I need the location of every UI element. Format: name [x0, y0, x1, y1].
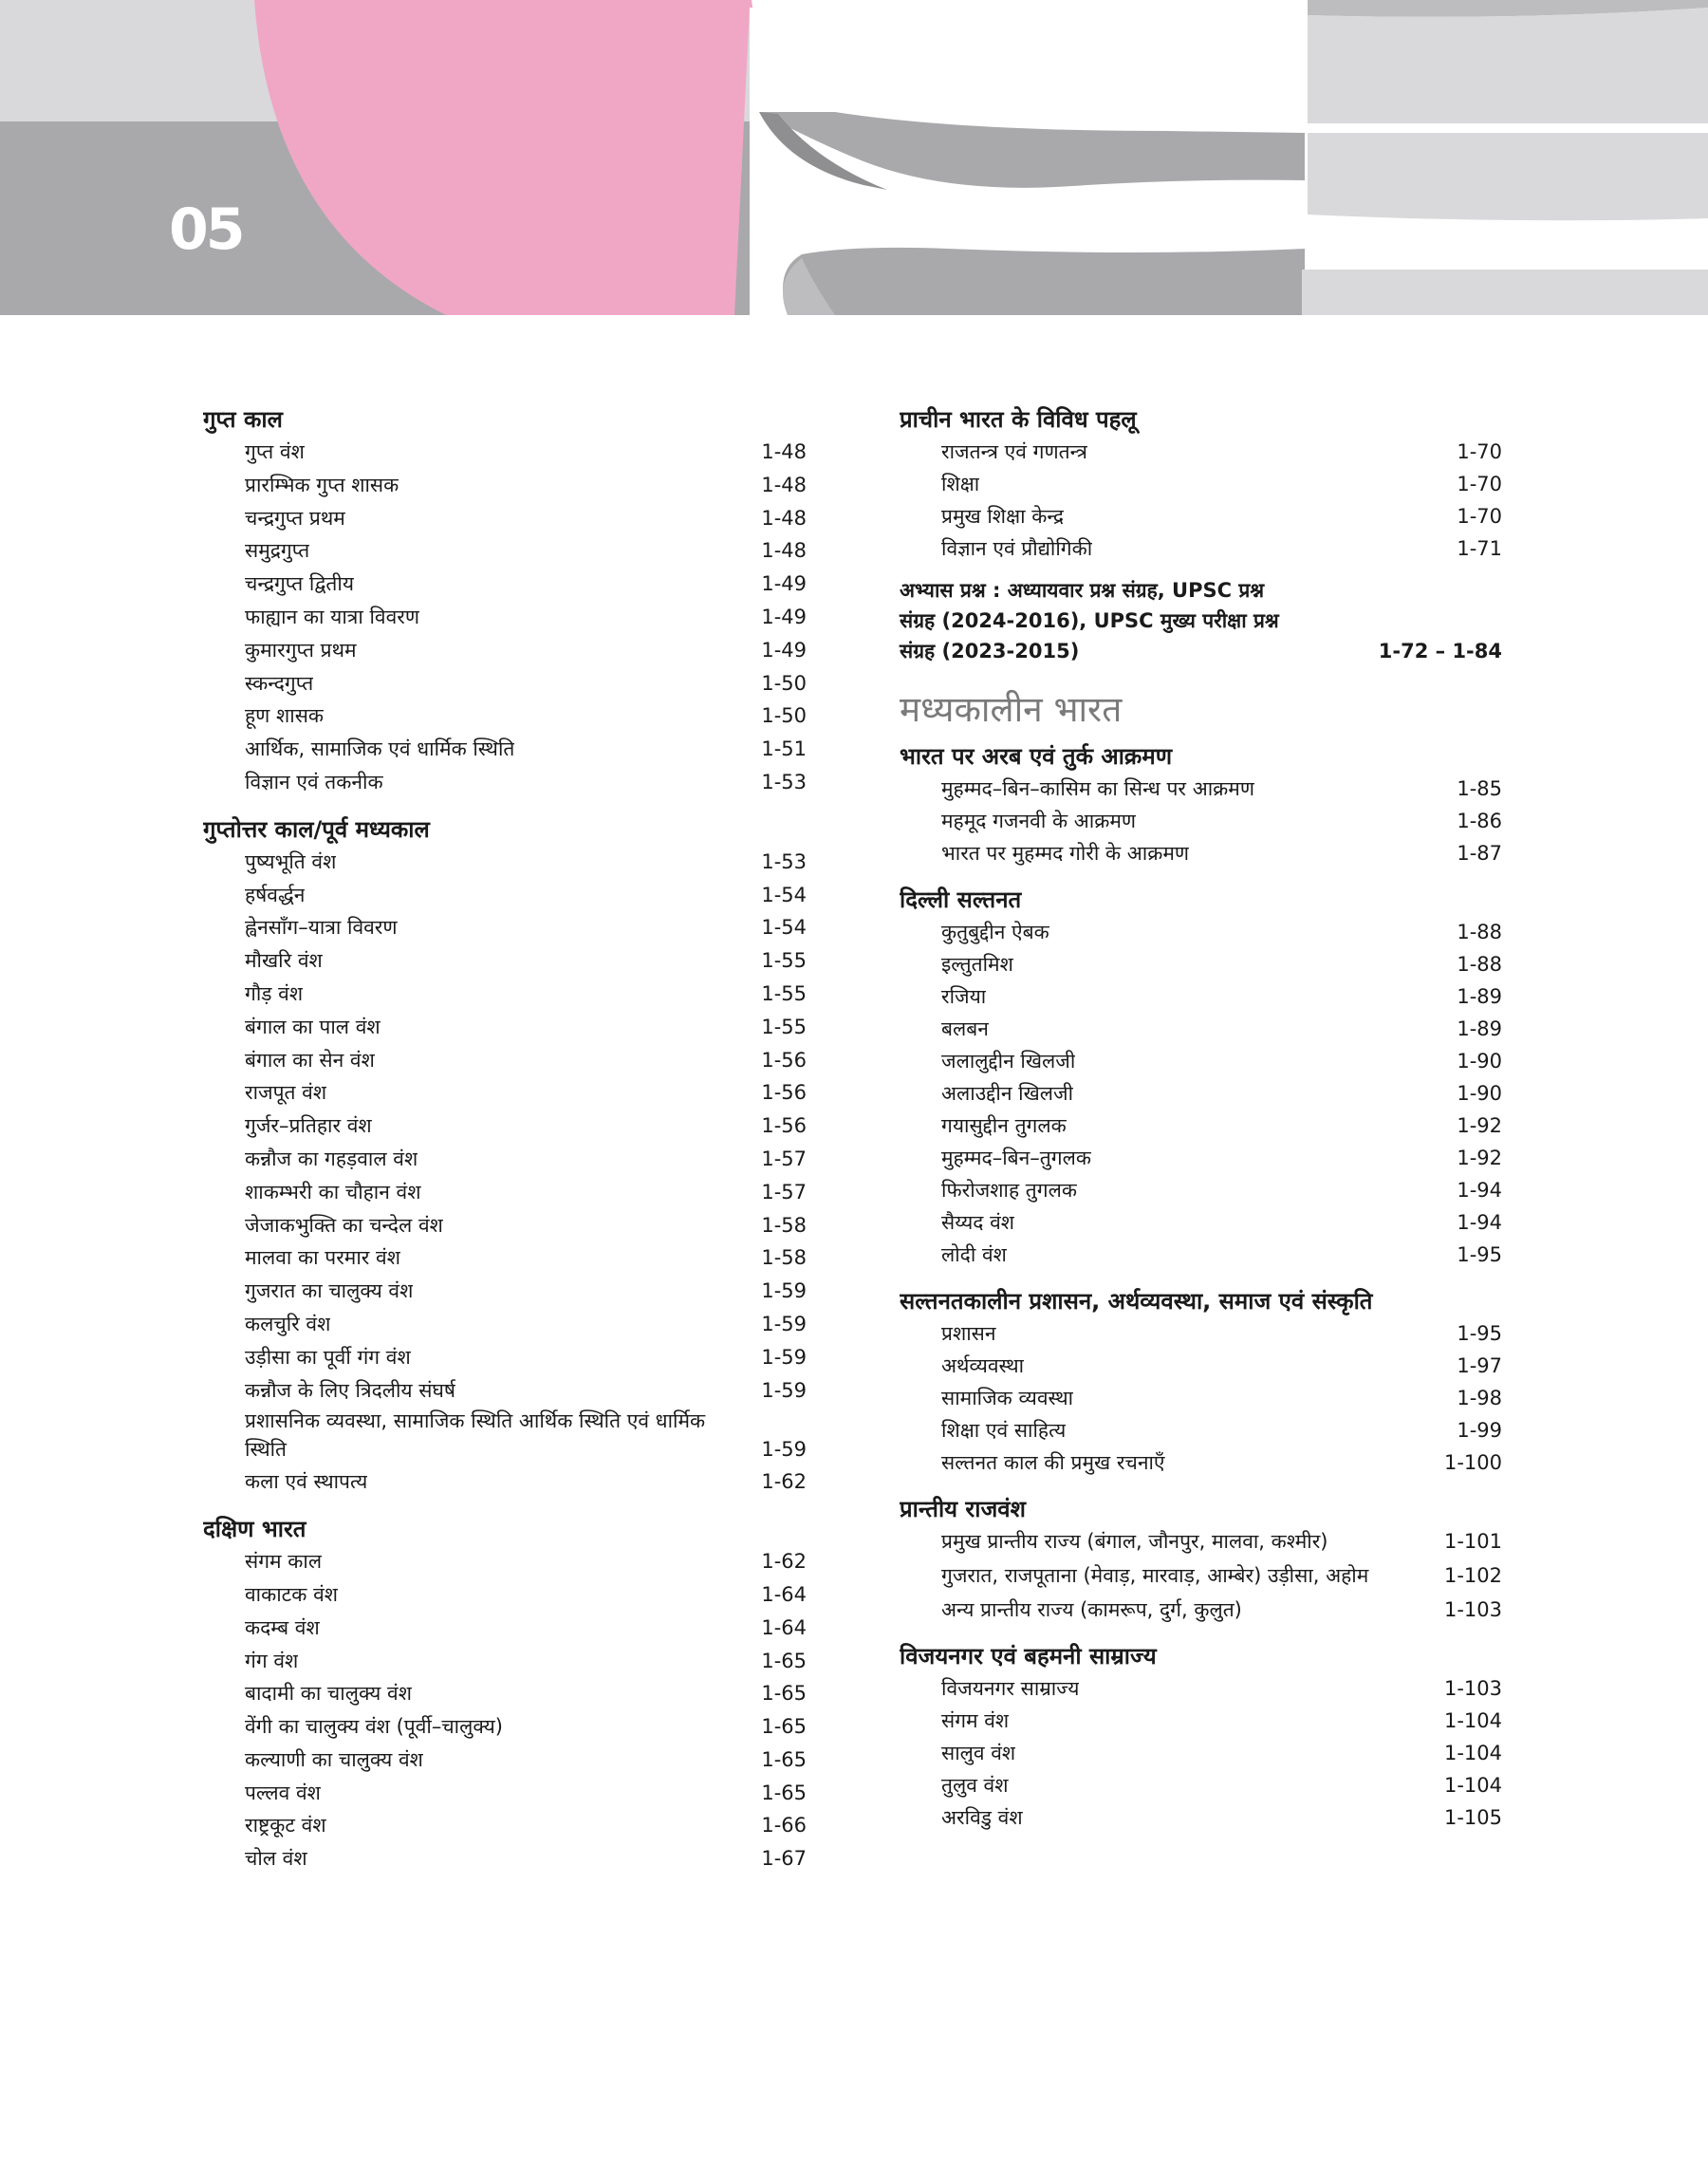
entry-title: मुहम्मद–बिन–तुगलक	[941, 1147, 1091, 1169]
entry-page: 1-56	[761, 1048, 807, 1072]
entry-title: कलचुरि वंश	[245, 1312, 331, 1335]
entry-title: पुष्यभूति वंश	[245, 849, 337, 873]
toc-entry[interactable]	[203, 1308, 807, 1341]
toc-entry[interactable]	[203, 1744, 807, 1777]
toc-section	[900, 1285, 1502, 1479]
entry-title: पल्लव वंश	[245, 1781, 321, 1804]
entry-page: 1-103	[1443, 1598, 1502, 1621]
entry-title: अर्थव्यवस्था	[941, 1354, 1025, 1377]
toc-entry[interactable]	[900, 436, 1502, 468]
entry-title: इल्तुतमिश	[941, 953, 1013, 976]
toc-entry[interactable]	[203, 1341, 807, 1374]
toc-entry[interactable]	[900, 1594, 1502, 1626]
entry-title: कुतुबुद्दीन ऐबक	[941, 921, 1049, 943]
entry-page: 1-95	[1457, 1243, 1502, 1266]
entry-page: 1-99	[1457, 1419, 1502, 1442]
entry-title: कन्नौज के लिए त्रिदलीय संघर्ष	[245, 1378, 456, 1402]
toc-section	[203, 1513, 807, 1875]
entry-page: 1-53	[761, 849, 807, 873]
entry-page: 1-54	[761, 916, 807, 940]
entry-page: 1-100	[1443, 1451, 1502, 1474]
entry-title: कल्याणी का चालुक्य वंश	[245, 1747, 423, 1771]
section-title: दिल्ली सल्तनत	[900, 886, 1022, 913]
toc-entry[interactable]	[900, 948, 1502, 980]
toc-entry[interactable]	[203, 1241, 807, 1275]
entry-page: 1-57	[761, 1180, 807, 1203]
entry-page: 1-70	[1457, 440, 1502, 463]
entry-title: उड़ीसा का पूर्वी गंग वंश	[245, 1345, 411, 1369]
entry-title: प्रशासनिक व्यवस्था, सामाजिक स्थिति आर्थिक स्थिति एवं धार्मिक स्थिति	[245, 1409, 706, 1462]
section-title: गुप्त काल	[203, 406, 283, 433]
entry-title: फिरोजशाह तुगलक	[941, 1179, 1077, 1202]
entry-page: 1-48	[761, 539, 807, 563]
entry-page: 1-64	[761, 1615, 807, 1639]
toc-section	[900, 884, 1502, 1271]
toc-entry[interactable]	[900, 1801, 1502, 1834]
entry-title: गौड़ वंश	[245, 981, 304, 1005]
toc-section	[900, 1493, 1502, 1626]
toc-entry[interactable]	[203, 766, 807, 799]
entry-page: 1-57	[761, 1147, 807, 1170]
entry-title: विज्ञान एवं प्रौद्योगिकी	[941, 537, 1093, 560]
toc-entry[interactable]	[203, 1809, 807, 1842]
entry-page: 1-59	[761, 1378, 807, 1402]
toc-entry[interactable]	[203, 534, 807, 568]
toc-entry[interactable]	[203, 1275, 807, 1308]
entry-page: 1-50	[761, 671, 807, 695]
toc-entry[interactable]	[203, 944, 807, 978]
entry-page: 1-70	[1457, 505, 1502, 528]
entry-page: 1-65	[761, 1649, 807, 1672]
entry-page: 1-55	[761, 1015, 807, 1038]
toc-entry[interactable]	[203, 1777, 807, 1810]
entry-page: 1-104	[1443, 1709, 1502, 1732]
toc-entry[interactable]	[900, 1013, 1502, 1045]
entry-page: 1-59	[761, 1312, 807, 1335]
toc-entry[interactable]	[900, 1446, 1502, 1479]
entry-title: प्रमुख शिक्षा केन्द्र	[941, 505, 1065, 528]
part-heading: मध्यकालीन भारत	[900, 689, 1123, 730]
toc-entry[interactable]	[900, 1525, 1502, 1559]
toc-entry[interactable]	[203, 1677, 807, 1710]
entry-title: कन्नौज का गहड़वाल वंश	[245, 1147, 418, 1170]
toc-entry[interactable]	[203, 846, 807, 879]
entry-page: 1-87	[1457, 842, 1502, 865]
toc-entry[interactable]	[900, 1077, 1502, 1110]
entry-title: चोल वंश	[245, 1847, 307, 1871]
entry-title: गंग वंश	[245, 1649, 299, 1672]
toc-entry[interactable]	[203, 1076, 807, 1110]
entry-title: अभ्यास प्रश्न : अध्यायवार प्रश्न संग्रह, UPSC प्रश्न संग्रह (2024-2016), UPSC मुख्य परीक्षा प्रश्न संग्रह (2023-2015)	[900, 579, 1279, 662]
entry-page: 1-51	[761, 737, 807, 761]
toc-entry[interactable]	[203, 700, 807, 733]
toc-section	[203, 813, 807, 1499]
toc-entry[interactable]	[203, 1110, 807, 1143]
entry-title: बलबन	[941, 1017, 989, 1040]
entry-title: महमूद गजनवी के आक्रमण	[941, 810, 1137, 832]
entry-page: 1-59	[761, 1438, 807, 1462]
toc-entry[interactable]	[900, 1045, 1502, 1077]
toc-entry[interactable]	[900, 1672, 1502, 1705]
entry-page: 1-104	[1443, 1774, 1502, 1797]
entry-page: 1-66	[761, 1814, 807, 1838]
toc-entry[interactable]	[203, 1011, 807, 1044]
entry-title: हूण शासक	[245, 704, 325, 728]
entry-page: 1-86	[1457, 810, 1502, 832]
toc-entry[interactable]	[203, 469, 807, 502]
toc-entry[interactable]	[203, 1612, 807, 1645]
toc-entry[interactable]	[203, 1044, 807, 1077]
entry-title: मुहम्मद–बिन–कासिम का सिन्ध पर आक्रमण	[941, 777, 1255, 800]
decorative-banner	[0, 0, 1708, 315]
entry-title: बंगाल का पाल वंश	[245, 1015, 381, 1038]
entry-title: कला एवं स्थापत्य	[245, 1470, 368, 1494]
toc-entry[interactable]	[203, 1374, 807, 1408]
toc-entry[interactable]	[900, 1317, 1502, 1350]
entry-title: राजपूत वंश	[245, 1081, 327, 1105]
toc-entry[interactable]	[900, 1110, 1502, 1142]
toc-entry[interactable]	[203, 1143, 807, 1176]
entry-title: बादामी का चालुक्य वंश	[245, 1682, 412, 1706]
entry-title: राष्ट्रकूट वंश	[245, 1814, 326, 1838]
entry-page: 1-94	[1457, 1211, 1502, 1234]
entry-title: बंगाल का सेन वंश	[245, 1048, 375, 1072]
toc-entry[interactable]	[900, 916, 1502, 948]
entry-page: 1-94	[1457, 1179, 1502, 1202]
entry-page: 1-65	[761, 1682, 807, 1706]
entry-page: 1-65	[761, 1747, 807, 1771]
entry-page: 1-58	[761, 1213, 807, 1237]
entry-page: 1-55	[761, 981, 807, 1005]
entry-title: रजिया	[941, 985, 987, 1008]
toc-entry[interactable]	[900, 1705, 1502, 1737]
entry-title: चन्द्रगुप्त प्रथम	[245, 506, 345, 530]
entry-title: गुप्त वंश	[245, 440, 305, 463]
entry-page: 1-92	[1457, 1147, 1502, 1169]
toc-entry[interactable]	[203, 1407, 807, 1465]
entry-title: सैय्यद वंश	[941, 1211, 1015, 1234]
toc-entry[interactable]	[203, 1842, 807, 1875]
entry-title: भारत पर मुहम्मद गोरी के आक्रमण	[941, 842, 1190, 865]
toc-entry[interactable]	[203, 733, 807, 766]
entry-title: अरविडु वंश	[941, 1806, 1023, 1829]
entry-title: सामाजिक व्यवस्था	[941, 1387, 1074, 1409]
section-title: प्रान्तीय राजवंश	[900, 1496, 1026, 1522]
entry-title: संगम काल	[245, 1550, 323, 1574]
toc-entry[interactable]	[203, 667, 807, 700]
toc-entry[interactable]	[203, 634, 807, 667]
entry-page: 1-49	[761, 638, 807, 662]
entry-title: प्रारम्भिक गुप्त शासक	[245, 473, 399, 496]
section-title: विजयनगर एवं बहमनी साम्राज्य	[900, 1643, 1157, 1670]
toc-entry[interactable]	[900, 1769, 1502, 1801]
section-title: भारत पर अरब एवं तुर्क आक्रमण	[900, 743, 1173, 770]
entry-title: चन्द्रगुप्त द्वितीय	[245, 572, 355, 596]
toc-entry[interactable]	[203, 1465, 807, 1499]
toc-section	[900, 740, 1502, 869]
toc-entry[interactable]	[900, 468, 1502, 500]
entry-page: 1-48	[761, 506, 807, 530]
entry-title: ह्वेनसाँग–यात्रा विवरण	[245, 916, 398, 940]
entry-page: 1-88	[1457, 953, 1502, 976]
entry-title: मौखरि वंश	[245, 949, 323, 973]
entry-page: 1-53	[761, 770, 807, 793]
entry-title: गुजरात का चालुक्य वंश	[245, 1279, 414, 1303]
toc-entry[interactable]	[900, 1414, 1502, 1446]
toc-entry[interactable]	[900, 980, 1502, 1013]
entry-page: 1-72 – 1-84	[1378, 640, 1502, 662]
entry-page: 1-67	[761, 1847, 807, 1871]
toc-section	[900, 1640, 1502, 1834]
entry-page: 1-98	[1457, 1387, 1502, 1409]
entry-page: 1-55	[761, 949, 807, 973]
entry-title: गयासुद्दीन तुगलक	[941, 1114, 1067, 1137]
toc-entry[interactable]	[900, 1737, 1502, 1769]
entry-title: वेंगी का चालुक्य वंश (पूर्वी–चालुक्य)	[245, 1715, 503, 1739]
entry-title: राजतन्त्र एवं गणतन्त्र	[941, 440, 1088, 463]
entry-title: समुद्रगुप्त	[245, 539, 310, 563]
section-title: दक्षिण भारत	[203, 1516, 306, 1543]
entry-page: 1-64	[761, 1582, 807, 1606]
entry-page: 1-101	[1443, 1530, 1502, 1553]
section-title: सल्तनतकालीन प्रशासन, अर्थव्यवस्था, समाज एवं संस्कृति	[900, 1288, 1373, 1315]
entry-page: 1-59	[761, 1279, 807, 1303]
entry-page: 1-102	[1443, 1564, 1502, 1587]
entry-page: 1-90	[1457, 1050, 1502, 1073]
toc-entry[interactable]	[203, 879, 807, 912]
entry-title: विज्ञान एवं तकनीक	[245, 770, 383, 793]
entry-title: गुजरात, राजपूताना (मेवाड़, मारवाड़, आम्बेर) उड़ीसा, अहोम	[941, 1564, 1369, 1587]
entry-title: मालवा का परमार वंश	[245, 1246, 401, 1270]
entry-page: 1-85	[1457, 777, 1502, 800]
entry-title: कदम्ब वंश	[245, 1615, 320, 1639]
section-title: गुप्तोत्तर काल/पूर्व मध्यकाल	[203, 815, 430, 843]
entry-title: प्रमुख प्रान्तीय राज्य (बंगाल, जौनपुर, मालवा, कश्मीर)	[941, 1530, 1328, 1553]
entry-page: 1-48	[761, 440, 807, 463]
toc-entry[interactable]	[203, 1176, 807, 1209]
entry-page: 1-58	[761, 1246, 807, 1270]
entry-title: जलालुद्दीन खिलजी	[941, 1050, 1076, 1073]
toc-entry[interactable]	[900, 532, 1502, 565]
section-title: प्राचीन भारत के विविध पहलू	[900, 406, 1137, 433]
entry-page: 1-90	[1457, 1082, 1502, 1105]
entry-title: संगम वंश	[941, 1709, 1010, 1732]
entry-page: 1-103	[1443, 1677, 1502, 1700]
entry-page: 1-97	[1457, 1354, 1502, 1377]
entry-page: 1-56	[761, 1081, 807, 1105]
entry-page: 1-59	[761, 1345, 807, 1369]
entry-page: 1-92	[1457, 1114, 1502, 1137]
entry-page: 1-56	[761, 1114, 807, 1138]
entry-page: 1-71	[1457, 537, 1502, 560]
toc-entry[interactable]	[203, 911, 807, 944]
entry-page: 1-88	[1457, 921, 1502, 943]
entry-page: 1-95	[1457, 1322, 1502, 1345]
toc-entry[interactable]	[203, 502, 807, 535]
entry-page: 1-62	[761, 1550, 807, 1574]
practice-questions-entry[interactable]	[900, 575, 1502, 666]
entry-title: शिक्षा	[941, 473, 980, 495]
toc-right-column	[900, 403, 1502, 1848]
toc-entry[interactable]	[900, 500, 1502, 532]
entry-title: प्रशासन	[941, 1322, 996, 1345]
toc-entry[interactable]	[203, 1209, 807, 1242]
entry-title: जेजाकभुक्ति का चन्देल वंश	[245, 1213, 443, 1237]
toc-entry[interactable]	[900, 1350, 1502, 1382]
entry-title: अलाउद्दीन खिलजी	[941, 1082, 1074, 1105]
entry-page: 1-54	[761, 883, 807, 906]
entry-title: स्कन्दगुप्त	[245, 671, 314, 695]
entry-title: गुर्जर–प्रतिहार वंश	[245, 1114, 372, 1138]
toc-entry[interactable]	[203, 978, 807, 1011]
entry-page: 1-48	[761, 473, 807, 496]
toc-entry[interactable]	[900, 1559, 1502, 1594]
entry-title: शिक्षा एवं साहित्य	[941, 1419, 1067, 1442]
entry-title: आर्थिक, सामाजिक एवं धार्मिक स्थिति	[245, 737, 515, 761]
entry-title: सल्तनत काल की प्रमुख रचनाएँ	[941, 1451, 1165, 1474]
entry-page: 1-105	[1443, 1806, 1502, 1829]
entry-page: 1-65	[761, 1715, 807, 1739]
entry-title: विजयनगर साम्राज्य	[941, 1677, 1080, 1700]
entry-page: 1-50	[761, 704, 807, 728]
toc-entry[interactable]	[900, 773, 1502, 805]
toc-entry[interactable]	[900, 1174, 1502, 1206]
toc-section	[203, 403, 807, 799]
entry-title: वाकाटक वंश	[245, 1582, 339, 1606]
entry-title: लोदी वंश	[941, 1243, 1007, 1266]
entry-title: सालुव वंश	[941, 1742, 1016, 1764]
toc-entry[interactable]	[203, 1710, 807, 1744]
toc-entry[interactable]	[900, 1142, 1502, 1174]
entry-title: अन्य प्रान्तीय राज्य (कामरूप, दुर्ग, कुलुत)	[941, 1598, 1242, 1621]
entry-page: 1-70	[1457, 473, 1502, 495]
entry-page: 1-49	[761, 605, 807, 628]
toc-section	[900, 403, 1502, 565]
entry-page: 1-104	[1443, 1742, 1502, 1764]
toc-left-column	[203, 403, 807, 1890]
toc-entry[interactable]	[203, 436, 807, 469]
toc-entry[interactable]	[203, 568, 807, 601]
entry-title: फाह्यान का यात्रा विवरण	[245, 605, 420, 628]
entry-title: कुमारगुप्त प्रथम	[245, 638, 357, 662]
entry-page: 1-65	[761, 1781, 807, 1804]
entry-page: 1-89	[1457, 1017, 1502, 1040]
toc-entry[interactable]	[900, 1382, 1502, 1414]
entry-title: हर्षवर्द्धन	[245, 883, 306, 906]
entry-title: शाकम्भरी का चौहान वंश	[245, 1180, 421, 1203]
toc-entry[interactable]	[203, 1578, 807, 1612]
toc-entry[interactable]	[900, 837, 1502, 869]
page-number: 05	[169, 196, 243, 263]
entry-page: 1-62	[761, 1470, 807, 1494]
entry-page: 1-89	[1457, 985, 1502, 1008]
toc-entry[interactable]	[203, 1645, 807, 1678]
toc-entry[interactable]	[900, 1239, 1502, 1271]
toc-entry[interactable]	[900, 805, 1502, 837]
toc-entry[interactable]	[203, 601, 807, 634]
toc-entry[interactable]	[900, 1206, 1502, 1239]
entry-title: तुलुव वंश	[941, 1774, 1009, 1797]
toc-entry[interactable]	[203, 1545, 807, 1578]
entry-page: 1-49	[761, 572, 807, 596]
